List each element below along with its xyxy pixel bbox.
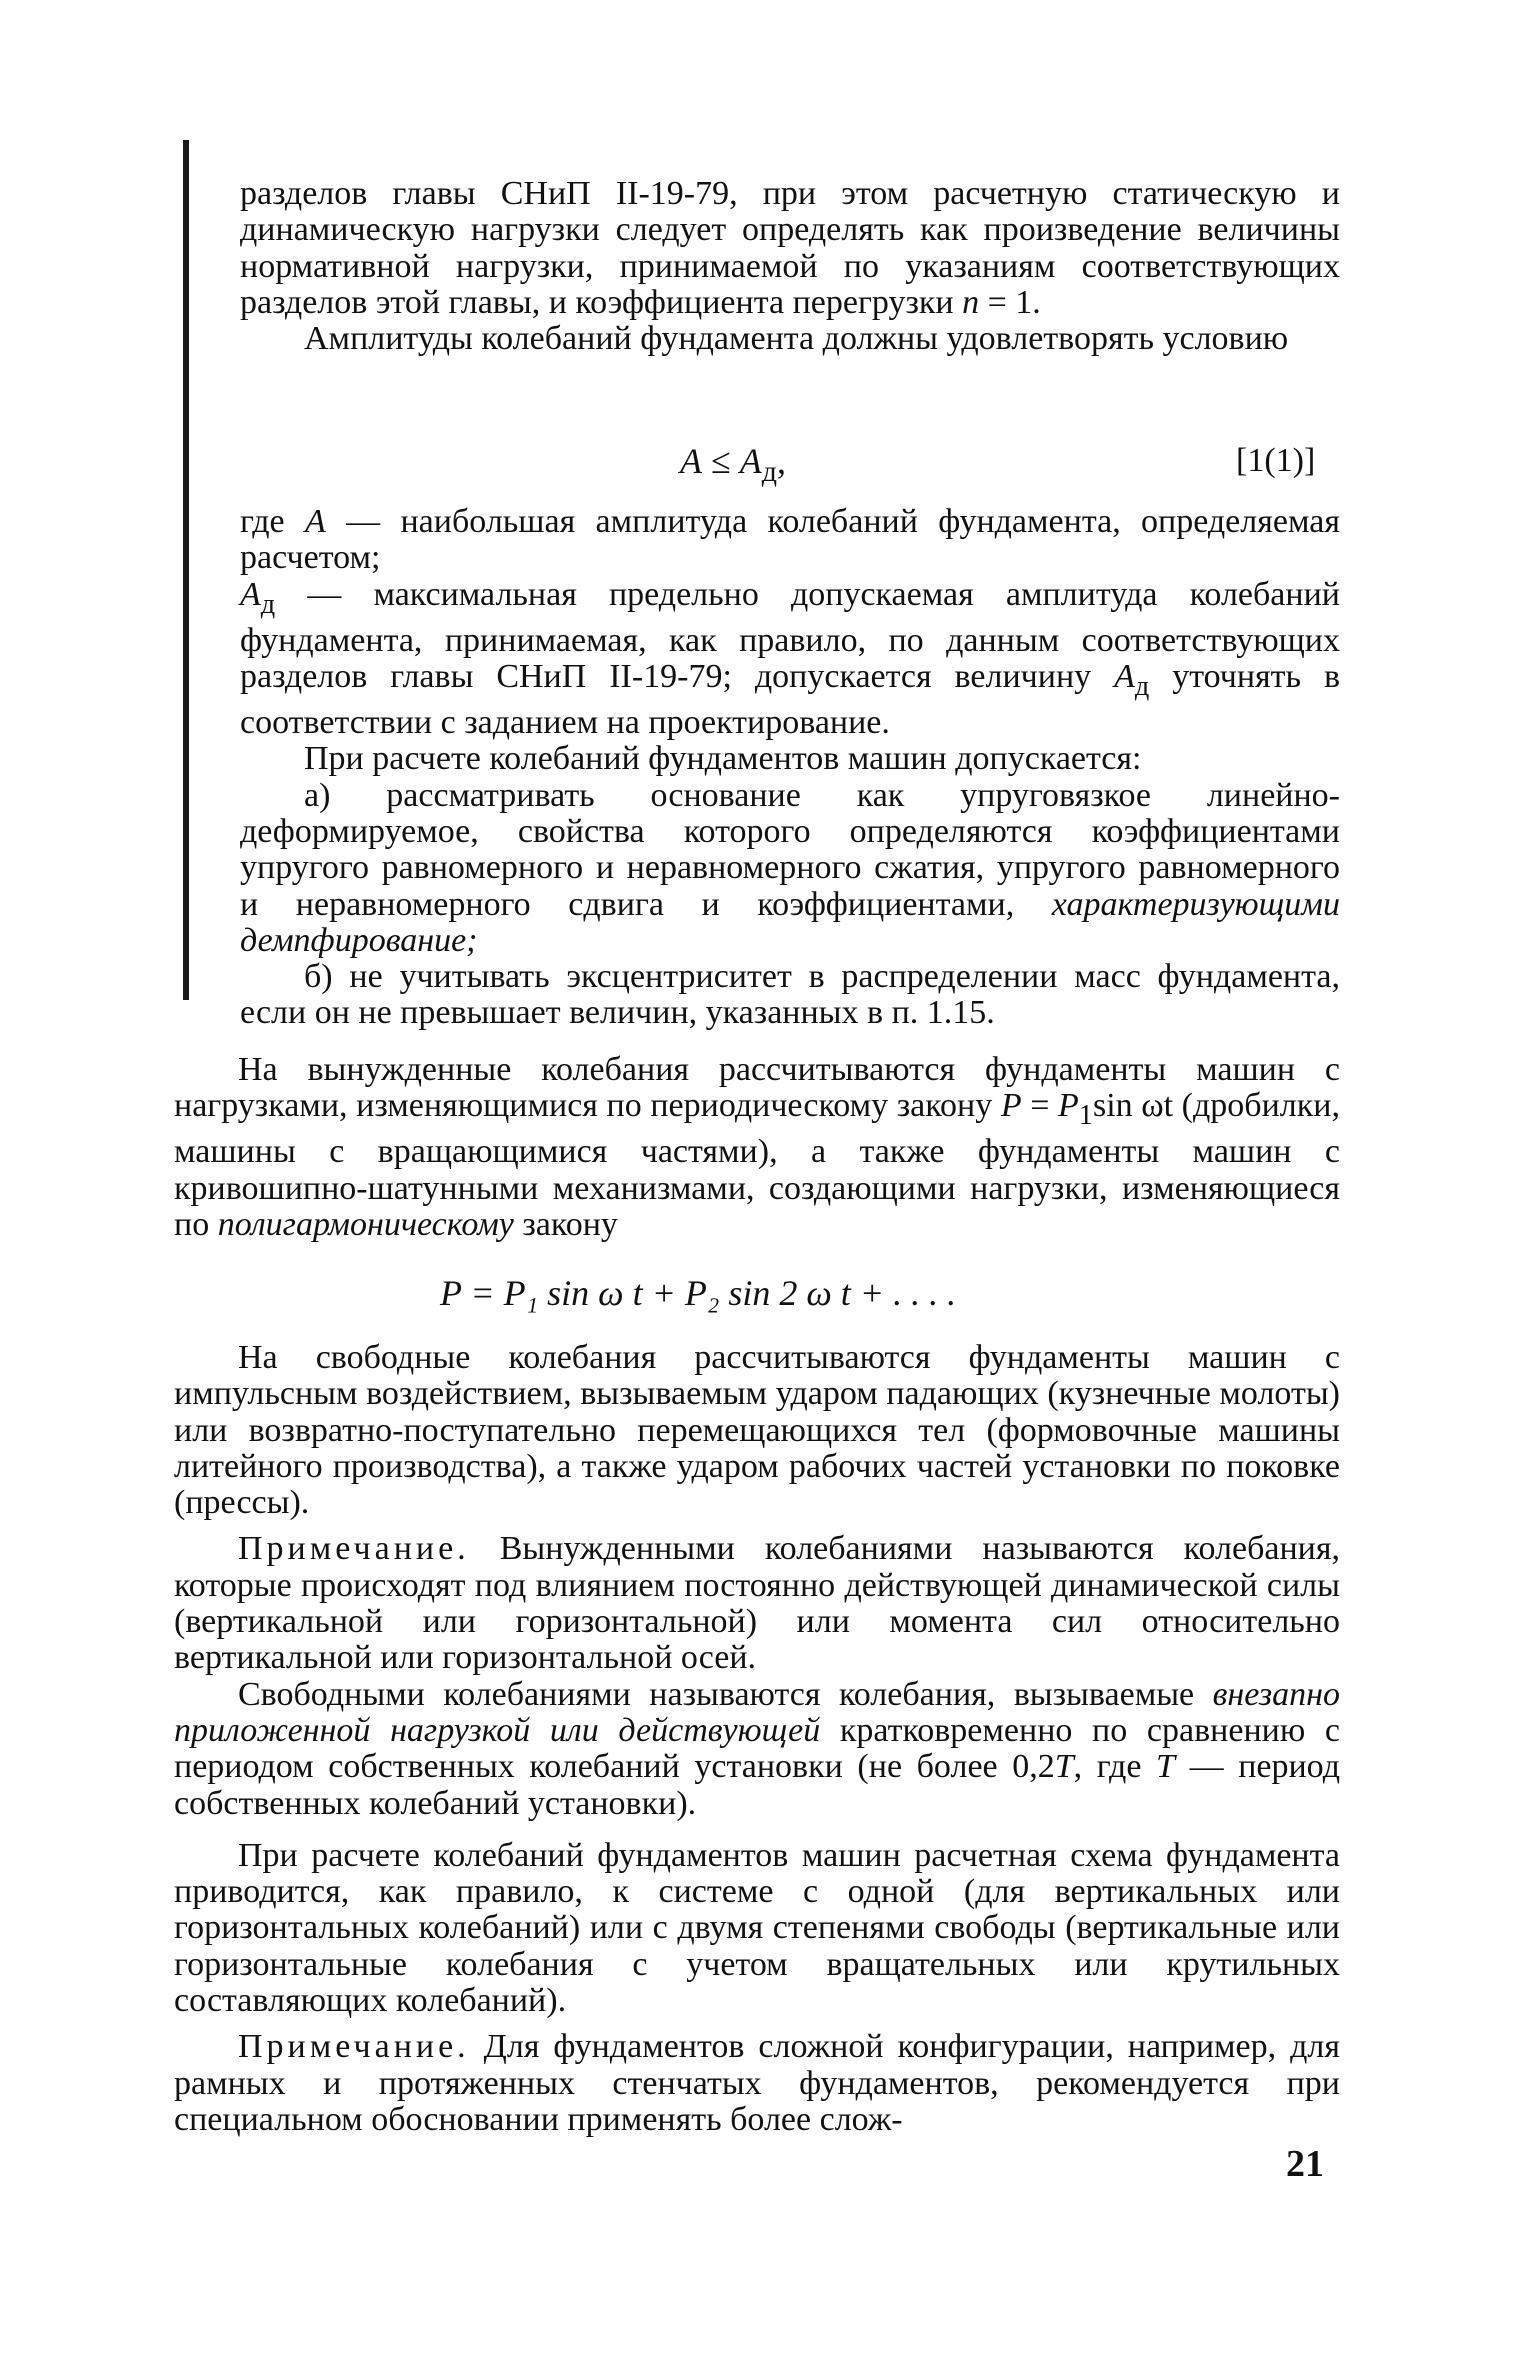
note-forced: Примечание. Вынужденными колебаниями называются колебания, которые происходят под влиянием постоянно действующей динамической силы (вертикальной или горизонтальной) или момента сил относительно вертикальной или горизонтальной осей. — [174, 1530, 1340, 1677]
page-number: 21 — [1286, 2143, 1324, 2185]
paragraph-block-3 — [174, 1052, 1340, 1243]
definition-A: где A — наибольшая амплитуда колебаний фундамента, определяемая расчетом; — [240, 503, 1340, 577]
formula-polyharmonic: P = P₁ sin ω t + P₂ sin 2 ω t + . . . . — [440, 1273, 957, 1313]
note-complex-foundations: Примечание. Для фундаментов сложной конфигурации, например, для рамных и протяженных стенчатых фундаментов, рекомендуется при специальном обосновании применять более слож- — [174, 2028, 1340, 2138]
margin-change-bar — [183, 140, 189, 1000]
equation-number: [1(1)] — [1236, 442, 1316, 479]
paragraph-loads: разделов главы СНиП II-19-79, при этом расчетную статическую и динамическую нагрузки следует определять как произведение величины нормативной нагрузки, принимаемой по указаниям соответствующих разделов этой главы, и коэффициента перегрузки n = 1. — [240, 175, 1340, 321]
formula-amplitude: $A \le A_д$, — [680, 441, 787, 489]
paragraph-block-2 — [240, 504, 1340, 1032]
definition-Ad: $A_д$ — максимальная предельно допускаемая амплитуда колебаний фундамента, принимаемая, как правило, по данным соответствующих разделов главы СНиП II-19-79; допускается величину $A_д$ уточнять в соответствии с заданием на проектирование. — [240, 575, 1340, 742]
item-a: а) рассматривать основание как упруговязкое линейно-деформируемое, свойства которого определяются коэффициентами упругого равномерного и неравномерного сжатия, упругого равномерного и неравномерного сдвига и коэффициентами, характеризующими демпфирование; — [240, 776, 1340, 959]
paragraph-block-1 — [240, 176, 1340, 357]
note-free: Свободными колебаниями называются колебания, вызываемые внезапно приложенной нагрузкой или действующей кратковременно по сравнению с периодом собственных колебаний установки (не более 0,2T, где T — период собственных колебаний установки). — [174, 1675, 1340, 1822]
paragraph-free-vibrations: На свободные колебания рассчитываются фундаменты машин с импульсным воздействием, вызываемым ударом падающих (кузнечные молоты) или возвратно-поступательно перемещающихся тел (формовочные машины литейного производства), а также ударом рабочих частей установки по поковке (прессы). — [174, 1339, 1340, 1522]
item-b: б) не учитывать эксцентриситет в распределении масс фундамента, если он не превышает величин, указанных в п. 1.15. — [240, 958, 1340, 1032]
paragraph-calc-scheme: При расчете колебаний фундаментов машин расчетная схема фундамента приводится, как правило, к системе с одной (для вертикальных или горизонтальных колебаний) или с двумя степенями свободы (вертикальные или горизонтальные колебания с учетом вращательных или крутильных составляющих колебаний). — [174, 1836, 1340, 2020]
paragraph-amplitude-condition: Амплитуды колебаний фундамента должны удовлетворять условию — [304, 320, 1289, 358]
paragraph-forced-vibrations: На вынужденные колебания рассчитываются фундаменты машин с нагрузками, изменяющимися по периодическому закону $P = P_1\sin$ ωt (дробилки, машины с вращающимися частями), а также фундаменты машин с кривошипно-шатунными механизмами, создающими нагрузки, изменяющиеся по полигармоническому закону — [174, 1051, 1340, 1243]
paragraph-block-4 — [174, 1340, 1340, 2138]
paragraph-permissions: При расчете колебаний фундаментов машин допускается: — [304, 740, 1142, 778]
